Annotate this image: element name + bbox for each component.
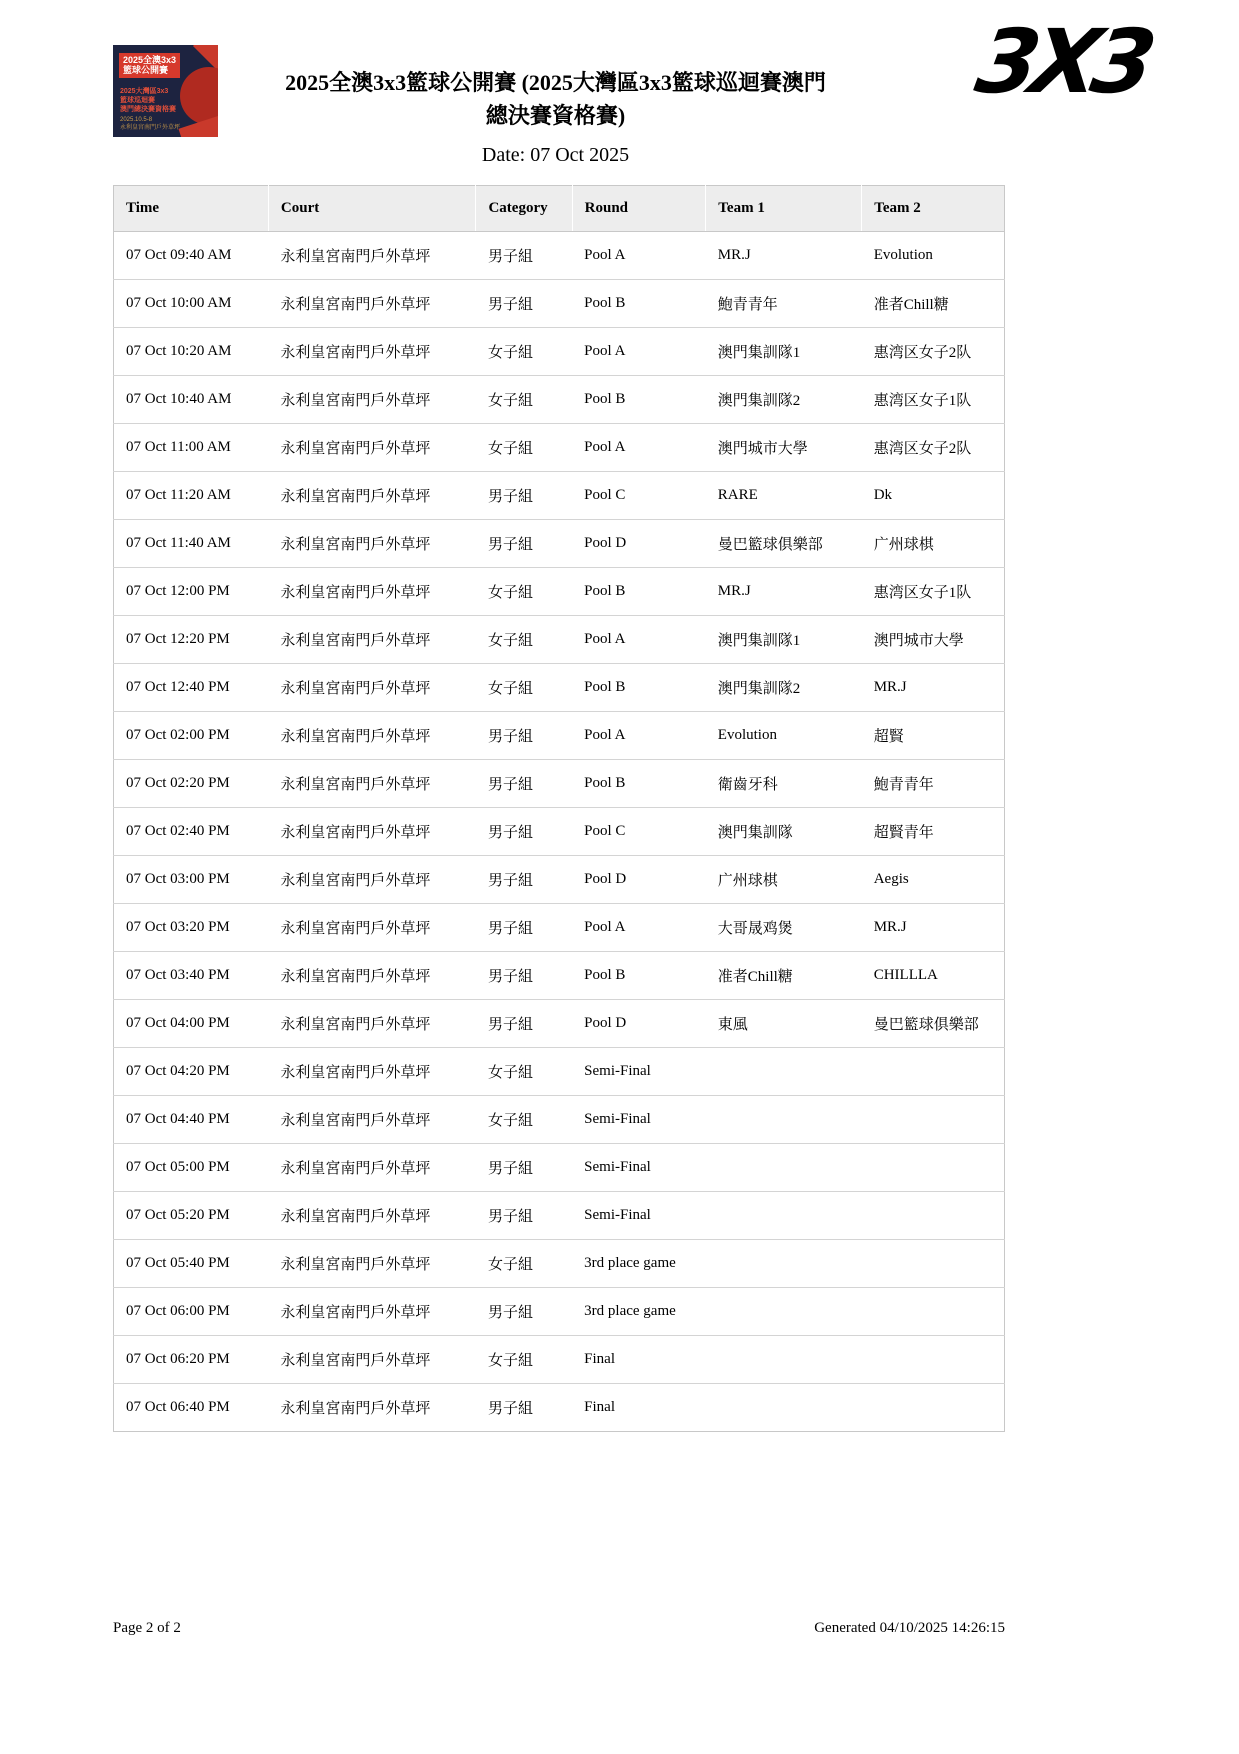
cell-team1	[706, 1048, 862, 1096]
cell-team2: 澳門城市大學	[862, 616, 1005, 664]
cell-team1: 鮑青青年	[706, 280, 862, 328]
poster-title-box	[119, 53, 180, 78]
cell-category: 女子組	[476, 376, 572, 424]
page-title: 2025全澳3x3籃球公開賽 (2025大灣區3x3籃球巡迴賽澳門總決賽資格賽)	[285, 70, 826, 128]
cell-category: 男子組	[476, 1288, 572, 1336]
table-header-row	[114, 186, 1005, 232]
cell-team2: 鮑青青年	[862, 760, 1005, 808]
cell-round: Semi-Final	[572, 1048, 706, 1096]
column-header-time: Time	[114, 186, 269, 232]
cell-team2: 超賢青年	[862, 808, 1005, 856]
cell-category: 男子組	[476, 1144, 572, 1192]
table-row	[114, 1048, 1005, 1096]
cell-time: 07 Oct 06:00 PM	[114, 1288, 269, 1336]
cell-team1	[706, 1096, 862, 1144]
cell-category: 男子組	[476, 280, 572, 328]
cell-time: 07 Oct 02:00 PM	[114, 712, 269, 760]
cell-time: 07 Oct 10:20 AM	[114, 328, 269, 376]
cell-team1: 澳門集訓隊2	[706, 376, 862, 424]
cell-category: 男子組	[476, 1192, 572, 1240]
cell-team1: 澳門集訓隊	[706, 808, 862, 856]
table-row	[114, 328, 1005, 376]
cell-court: 永利皇宮南門戶外草坪	[268, 760, 476, 808]
cell-court: 永利皇宮南門戶外草坪	[268, 1240, 476, 1288]
document-footer	[113, 1620, 1005, 1637]
cell-team2: 惠湾区女子1队	[862, 568, 1005, 616]
column-header-team2: Team 2	[862, 186, 1005, 232]
cell-round: Final	[572, 1336, 706, 1384]
cell-team2: 超賢	[862, 712, 1005, 760]
cell-category: 男子組	[476, 1000, 572, 1048]
document-header	[0, 0, 1239, 185]
cell-time: 07 Oct 12:40 PM	[114, 664, 269, 712]
cell-round: Pool D	[572, 856, 706, 904]
cell-team1: Evolution	[706, 712, 862, 760]
table-row	[114, 376, 1005, 424]
table-row	[114, 1384, 1005, 1432]
cell-team1: 澳門集訓隊1	[706, 616, 862, 664]
cell-time: 07 Oct 11:00 AM	[114, 424, 269, 472]
cell-round: Pool B	[572, 664, 706, 712]
cell-team1	[706, 1240, 862, 1288]
cell-round: Final	[572, 1384, 706, 1432]
cell-team2: 准者Chill糖	[862, 280, 1005, 328]
table-row	[114, 472, 1005, 520]
cell-time: 07 Oct 06:40 PM	[114, 1384, 269, 1432]
cell-round: 3rd place game	[572, 1240, 706, 1288]
table-row	[114, 1144, 1005, 1192]
cell-court: 永利皇宮南門戶外草坪	[268, 424, 476, 472]
cell-team2: Aegis	[862, 856, 1005, 904]
cell-court: 永利皇宮南門戶外草坪	[268, 904, 476, 952]
cell-time: 07 Oct 11:20 AM	[114, 472, 269, 520]
cell-round: Pool A	[572, 904, 706, 952]
cell-round: 3rd place game	[572, 1288, 706, 1336]
cell-court: 永利皇宮南門戶外草坪	[268, 712, 476, 760]
cell-category: 男子組	[476, 760, 572, 808]
cell-category: 女子組	[476, 1048, 572, 1096]
table-row	[114, 616, 1005, 664]
cell-team2: MR.J	[862, 664, 1005, 712]
cell-team2	[862, 1240, 1005, 1288]
poster-info-venue: 永利皇宮南門戶外草坪	[120, 124, 181, 131]
generated-timestamp: Generated 04/10/2025 14:26:15	[814, 1620, 1005, 1636]
cell-round: Semi-Final	[572, 1144, 706, 1192]
cell-team2: CHILLLA	[862, 952, 1005, 1000]
cell-time: 07 Oct 12:00 PM	[114, 568, 269, 616]
cell-team2: 惠湾区女子2队	[862, 328, 1005, 376]
cell-court: 永利皇宮南門戶外草坪	[268, 1144, 476, 1192]
poster-info-date: 2025.10.5-8	[120, 117, 153, 123]
cell-team1	[706, 1192, 862, 1240]
cell-round: Pool A	[572, 616, 706, 664]
cell-round: Pool A	[572, 424, 706, 472]
cell-team2: 惠湾区女子1队	[862, 376, 1005, 424]
cell-time: 07 Oct 11:40 AM	[114, 520, 269, 568]
cell-time: 07 Oct 09:40 AM	[114, 232, 269, 280]
cell-court: 永利皇宮南門戶外草坪	[268, 472, 476, 520]
cell-team2: 广州球棋	[862, 520, 1005, 568]
column-header-team1: Team 1	[706, 186, 862, 232]
cell-team1	[706, 1336, 862, 1384]
table-row	[114, 712, 1005, 760]
cell-time: 07 Oct 12:20 PM	[114, 616, 269, 664]
cell-court: 永利皇宮南門戶外草坪	[268, 1384, 476, 1432]
cell-team1: 東風	[706, 1000, 862, 1048]
cell-time: 07 Oct 03:00 PM	[114, 856, 269, 904]
poster-subtitle	[120, 87, 176, 114]
cell-team1: 衛齒牙科	[706, 760, 862, 808]
cell-court: 永利皇宮南門戶外草坪	[268, 616, 476, 664]
cell-team2: Evolution	[862, 232, 1005, 280]
cell-court: 永利皇宮南門戶外草坪	[268, 856, 476, 904]
cell-category: 男子組	[476, 952, 572, 1000]
cell-court: 永利皇宮南門戶外草坪	[268, 1336, 476, 1384]
cell-category: 男子組	[476, 904, 572, 952]
cell-team2	[862, 1288, 1005, 1336]
cell-category: 男子組	[476, 856, 572, 904]
table-row	[114, 856, 1005, 904]
cell-court: 永利皇宮南門戶外草坪	[268, 1192, 476, 1240]
cell-time: 07 Oct 05:20 PM	[114, 1192, 269, 1240]
cell-category: 男子組	[476, 808, 572, 856]
cell-time: 07 Oct 04:40 PM	[114, 1096, 269, 1144]
cell-round: Pool B	[572, 952, 706, 1000]
table-row	[114, 1096, 1005, 1144]
cell-category: 女子組	[476, 1240, 572, 1288]
cell-round: Semi-Final	[572, 1096, 706, 1144]
poster-subtitle-line2: 籃球巡迴賽	[120, 97, 155, 105]
cell-category: 女子組	[476, 424, 572, 472]
cell-category: 女子組	[476, 568, 572, 616]
table-row	[114, 952, 1005, 1000]
cell-time: 07 Oct 10:40 AM	[114, 376, 269, 424]
cell-category: 女子組	[476, 1336, 572, 1384]
3x3-logo: 3X3	[968, 10, 1157, 113]
cell-round: Pool B	[572, 280, 706, 328]
cell-team1: MR.J	[706, 232, 862, 280]
page-number: Page 2 of 2	[113, 1620, 181, 1636]
cell-court: 永利皇宮南門戶外草坪	[268, 280, 476, 328]
cell-round: Pool C	[572, 808, 706, 856]
cell-time: 07 Oct 04:20 PM	[114, 1048, 269, 1096]
column-header-category: Category	[476, 186, 572, 232]
schedule-table	[113, 185, 1005, 1432]
cell-team1: 澳門集訓隊1	[706, 328, 862, 376]
cell-team2	[862, 1048, 1005, 1096]
cell-court: 永利皇宮南門戶外草坪	[268, 376, 476, 424]
table-row	[114, 904, 1005, 952]
cell-time: 07 Oct 05:40 PM	[114, 1240, 269, 1288]
table-row	[114, 280, 1005, 328]
cell-team2	[862, 1096, 1005, 1144]
cell-category: 男子組	[476, 232, 572, 280]
cell-court: 永利皇宮南門戶外草坪	[268, 952, 476, 1000]
cell-round: Pool D	[572, 1000, 706, 1048]
cell-team1: 澳門城市大學	[706, 424, 862, 472]
cell-court: 永利皇宮南門戶外草坪	[268, 1048, 476, 1096]
cell-time: 07 Oct 02:20 PM	[114, 760, 269, 808]
cell-round: Pool D	[572, 520, 706, 568]
cell-time: 07 Oct 03:40 PM	[114, 952, 269, 1000]
document-date: Date: 07 Oct 2025	[481, 144, 630, 166]
cell-category: 男子組	[476, 712, 572, 760]
cell-court: 永利皇宮南門戶外草坪	[268, 520, 476, 568]
cell-round: Pool C	[572, 472, 706, 520]
cell-category: 男子組	[476, 520, 572, 568]
cell-team1	[706, 1384, 862, 1432]
poster-title-line1: 2025全澳3x3	[123, 55, 177, 65]
table-row	[114, 1240, 1005, 1288]
cell-court: 永利皇宮南門戶外草坪	[268, 1000, 476, 1048]
table-row	[114, 520, 1005, 568]
cell-round: Pool A	[572, 232, 706, 280]
cell-time: 07 Oct 06:20 PM	[114, 1336, 269, 1384]
cell-team2: Dk	[862, 472, 1005, 520]
cell-category: 男子組	[476, 472, 572, 520]
cell-round: Pool B	[572, 376, 706, 424]
cell-team1	[706, 1144, 862, 1192]
cell-round: Pool B	[572, 568, 706, 616]
cell-time: 07 Oct 02:40 PM	[114, 808, 269, 856]
cell-category: 女子組	[476, 664, 572, 712]
poster-subtitle-line1: 2025大灣區3x3	[120, 88, 169, 95]
cell-round: Pool A	[572, 712, 706, 760]
table-row	[114, 760, 1005, 808]
cell-court: 永利皇宮南門戶外草坪	[268, 568, 476, 616]
cell-court: 永利皇宮南門戶外草坪	[268, 328, 476, 376]
poster-title-line2: 籃球公開賽	[123, 65, 169, 76]
cell-court: 永利皇宮南門戶外草坪	[268, 1096, 476, 1144]
cell-time: 07 Oct 03:20 PM	[114, 904, 269, 952]
table-row	[114, 1192, 1005, 1240]
table-row	[114, 1000, 1005, 1048]
cell-court: 永利皇宮南門戶外草坪	[268, 664, 476, 712]
column-header-court: Court	[268, 186, 476, 232]
poster-subtitle-line3: 澳門總決賽資格賽	[120, 106, 176, 114]
cell-team1: 澳門集訓隊2	[706, 664, 862, 712]
cell-court: 永利皇宮南門戶外草坪	[268, 232, 476, 280]
cell-round: Pool B	[572, 760, 706, 808]
table-row	[114, 1336, 1005, 1384]
column-header-round: Round	[572, 186, 706, 232]
cell-round: Pool A	[572, 328, 706, 376]
table-row	[114, 568, 1005, 616]
cell-team1: 广州球棋	[706, 856, 862, 904]
cell-court: 永利皇宮南門戶外草坪	[268, 1288, 476, 1336]
table-row	[114, 664, 1005, 712]
cell-category: 女子組	[476, 328, 572, 376]
cell-team2: 曼巴籃球俱樂部	[862, 1000, 1005, 1048]
cell-time: 07 Oct 04:00 PM	[114, 1000, 269, 1048]
cell-team1	[706, 1288, 862, 1336]
table-row	[114, 1288, 1005, 1336]
cell-court: 永利皇宮南門戶外草坪	[268, 808, 476, 856]
cell-time: 07 Oct 10:00 AM	[114, 280, 269, 328]
table-row	[114, 808, 1005, 856]
cell-team2	[862, 1336, 1005, 1384]
cell-team1: 曼巴籃球俱樂部	[706, 520, 862, 568]
cell-team2	[862, 1144, 1005, 1192]
poster-info	[120, 117, 180, 132]
cell-team1: 大哥晟鸡煲	[706, 904, 862, 952]
cell-category: 女子組	[476, 1096, 572, 1144]
cell-time: 07 Oct 05:00 PM	[114, 1144, 269, 1192]
cell-category: 女子組	[476, 616, 572, 664]
schedule-table-body	[114, 232, 1005, 1432]
cell-team1: RARE	[706, 472, 862, 520]
cell-team1: MR.J	[706, 568, 862, 616]
cell-team2	[862, 1192, 1005, 1240]
table-row	[114, 232, 1005, 280]
cell-team1: 准者Chill糖	[706, 952, 862, 1000]
cell-team2: MR.J	[862, 904, 1005, 952]
cell-round: Semi-Final	[572, 1192, 706, 1240]
table-row	[114, 424, 1005, 472]
cell-team2	[862, 1384, 1005, 1432]
cell-team2: 惠湾区女子2队	[862, 424, 1005, 472]
cell-category: 男子組	[476, 1384, 572, 1432]
